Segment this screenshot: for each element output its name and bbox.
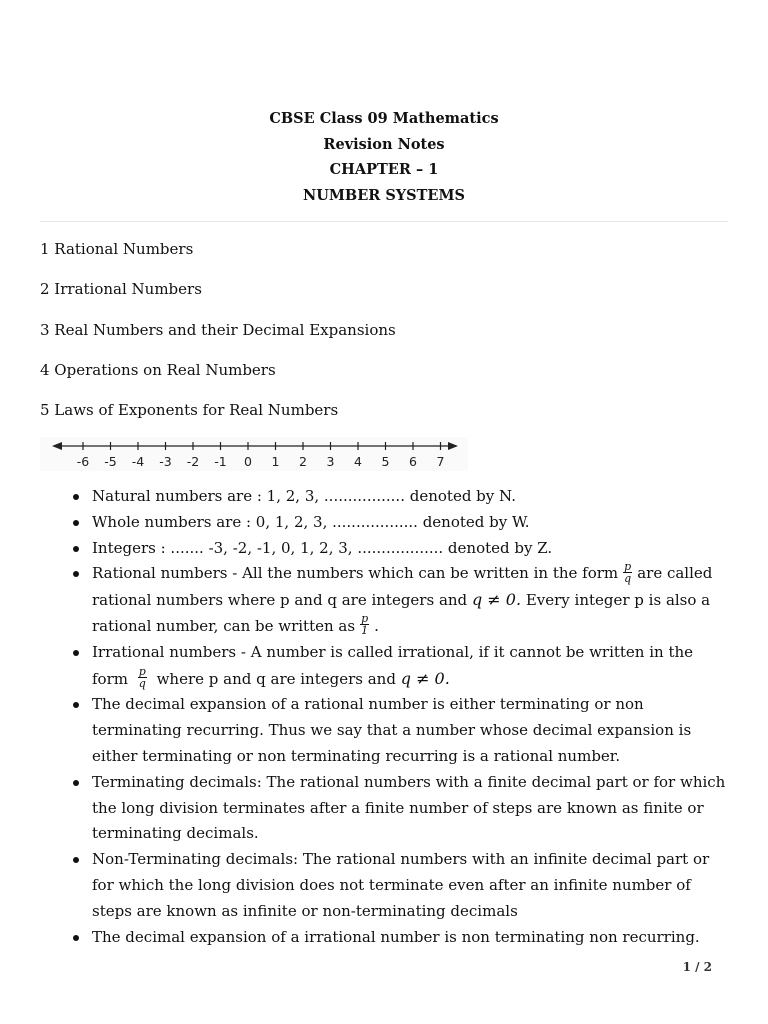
note-text: The decimal expansion of a rational number is either terminating or non terminating recurring. Thus we say that a number whose decimal expansion is either terminating or non terminating recurring is a rational number. (92, 695, 692, 765)
number-line-tick-label: 2 (299, 454, 307, 469)
fraction-numerator: p (624, 559, 632, 573)
note-text: are called rational numbers where p and q are integers and (92, 564, 713, 610)
fraction-p-over-q (138, 666, 147, 689)
fraction-denominator: q (138, 677, 146, 691)
document-header (0, 106, 768, 208)
note-item (0, 510, 768, 536)
note-text: Irrational numbers - A number is called irrational, if it cannot be written in the form (92, 642, 694, 688)
number-line-tick-label: -1 (214, 454, 227, 469)
header-subject: CBSE Class 09 Mathematics (269, 110, 499, 127)
fraction-denominator: q (624, 571, 632, 585)
number-line-tick-label: 5 (381, 454, 390, 469)
note-item (0, 847, 768, 924)
note-text: . (374, 616, 379, 635)
fraction-p-over-q (623, 561, 632, 584)
number-line-tick-label: 4 (354, 454, 362, 469)
topic-item: 5 Laws of Exponents for Real Numbers (40, 401, 339, 420)
note-item (0, 484, 768, 510)
topic-item: 3 Real Numbers and their Decimal Expansions (40, 320, 396, 339)
number-line-figure (40, 437, 468, 471)
number-line-tick-label: 7 (436, 454, 445, 469)
number-line-tick-label: 1 (271, 454, 280, 469)
page-number: 1 / 2 (682, 960, 712, 974)
note-text: Natural numbers are : 1, 2, 3, ................. denoted by N. (92, 487, 516, 505)
note-text: Every integer p is also a rational number, can be written as (92, 591, 711, 635)
number-line-tick-label: -4 (131, 454, 145, 469)
note-text: Non-Terminating decimals: The rational numbers with an infinite decimal part or for which the long division does not terminate even after an infinite number of steps are known as infinite or non-terminating decimals (92, 850, 710, 920)
number-line-tick-label: -6 (76, 454, 90, 469)
math-expression: q ≠ 0. (471, 590, 522, 610)
note-item (0, 692, 768, 769)
math-expression: q ≠ 0. (400, 668, 450, 688)
topic-item: 2 Irrational Numbers (40, 280, 202, 299)
topic-list (40, 238, 396, 439)
note-text: Whole numbers are : 0, 1, 2, 3, .................. denoted by W. (92, 512, 530, 531)
header-divider (40, 221, 728, 222)
number-line-tick-label: 0 (244, 454, 252, 469)
note-item (0, 770, 768, 847)
fraction-denominator: 1 (361, 624, 369, 638)
number-line-tick-label: 6 (409, 454, 417, 469)
note-item (0, 536, 768, 562)
fraction-p-over-1 (360, 613, 369, 636)
note-item (0, 640, 768, 693)
note-text: The decimal expansion of a irrational number is non terminating non recurring. (92, 927, 700, 946)
topic-item: 1 Rational Numbers (40, 240, 194, 258)
fraction-numerator: p (138, 665, 146, 679)
notes-list (0, 484, 768, 950)
header-subtitle: Revision Notes (323, 135, 445, 153)
number-line-tick-label: 3 (326, 454, 335, 469)
fraction-numerator: p (361, 612, 369, 626)
note-item (0, 561, 768, 639)
note-text: Integers : ....... -3, -2, -1, 0, 1, 2, 3, .................. denoted by Z. (92, 538, 553, 557)
note-text: Terminating decimals: The rational numbers with a finite decimal part or for which the long division terminates after a finite number of steps are known as finite or terminating decimals. (92, 772, 726, 843)
note-item (0, 925, 768, 951)
number-line-tick-label: -3 (159, 454, 172, 469)
note-text: Rational numbers - All the numbers which can be written in the form (92, 564, 619, 583)
note-text: where p and q are integers and (156, 669, 396, 688)
number-line-tick-label: -2 (186, 454, 200, 469)
header-chapter-title: NUMBER SYSTEMS (302, 186, 465, 204)
topic-item: 4 Operations on Real Numbers (40, 360, 276, 379)
header-chapter: CHAPTER – 1 (329, 161, 439, 178)
number-line-tick-label: -5 (104, 454, 117, 469)
